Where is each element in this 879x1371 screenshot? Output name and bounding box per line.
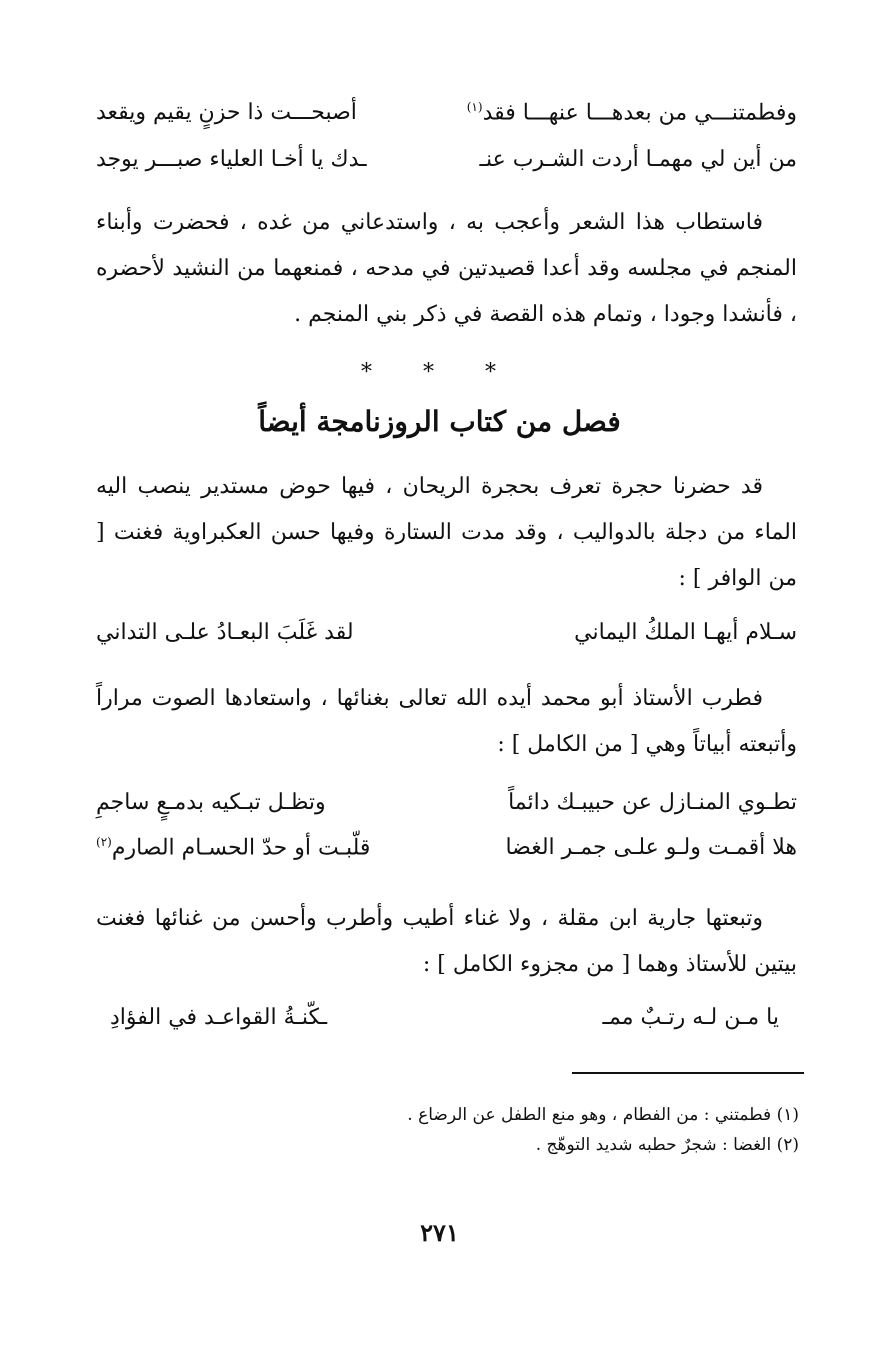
verse-line <box>110 1005 779 1030</box>
page-number: ٢٧١ <box>420 1218 459 1247</box>
verse-first-hemistich: سـلام أيهـا الملكُ اليماني <box>574 620 797 645</box>
verse-first-hemistich: هلا أقمـت ولـو علـى جمـر الغضا <box>505 835 797 861</box>
verse-second-hemistich: لقد غَلَبَ البعـادُ علـى التداني <box>96 620 354 645</box>
paragraph: فاستطاب هذا الشعر وأعجب به ، واستدعاني من غده ، فحضرت وأبناء المنجم في مجلسه وقد أعدا قصيدتين في مدحه ، فمنعهما من النشيد لأحضره ، فأنشدا وجودا ، وتمام هذه القصة في ذكر بني المنجم . <box>96 210 797 327</box>
verse-first-hemistich: وفطمتنـــي من بعدهـــا عنهـــا فقد$^{(١)}$ <box>466 100 797 126</box>
verse-first-hemistich: يا مـن لـه رتـبٌ ممـ <box>602 1005 779 1030</box>
verse-second-hemistich: وتظـل تبـكيه بدمـعٍ ساجمِ <box>96 790 326 815</box>
footnote-marker: (١) <box>466 100 483 114</box>
paragraph: فطرب الأستاذ أبو محمد أيده الله تعالى بغنائها ، واستعادها الصوت مراراً وأتبعته أبياتاً وهي [ من الكامل ] : <box>96 686 797 757</box>
verse-line <box>96 835 797 860</box>
verse-line <box>96 620 797 645</box>
footnotes <box>96 1100 799 1160</box>
footnote-1: (١) فطمتني : من الفطام ، وهو منع الطفل عن الرضاع . <box>407 1105 799 1125</box>
footnote-2: (٢) الغضا : شجرٌ حطبه شديد التوهّج . <box>535 1135 799 1155</box>
footnote-marker: (٢) <box>96 835 112 849</box>
verse-line <box>96 100 797 125</box>
footnote-divider <box>572 1072 804 1074</box>
section-heading: فصل من كتاب الروزنامجة أيضاً <box>258 405 621 438</box>
verse-first-hemistich: من أين لي مهمـا أردت الشـرب عنـ <box>479 147 797 172</box>
verse-line <box>96 790 797 815</box>
verse-second-hemistich: ـكّنـةُ القواعـد في الفؤادِ <box>110 1005 328 1030</box>
paragraph: وتبعتها جارية ابن مقلة ، ولا غناء أطيب وأطرب وأحسن من غنائها فغنت بيتين للأستاذ وهما [ من مجزوء الكامل ] : <box>96 906 797 977</box>
verse-second-hemistich: أصبحـــت ذا حزنٍ يقيم ويقعد <box>96 100 357 126</box>
verse-second-hemistich: قلّبـت أو حدّ الحسـام الصارم$^{(٢)}$ <box>96 835 371 861</box>
verse-second-hemistich: ـدك يا أخـا العلياء صبـــر يوجد <box>96 147 367 172</box>
section-separator: * * * <box>361 360 518 385</box>
verse-first-hemistich: تطـوي المنـازل عن حبيبـك دائماً <box>508 790 797 815</box>
paragraph: قد حضرنا حجرة تعرف بحجرة الريحان ، فيها حوض مستدير ينصب اليه الماء من دجلة بالدواليب ، وقد مدت الستارة وفيها حسن العكبراوية فغنت [ من الوافر ] : <box>96 474 797 591</box>
verse-line <box>96 147 797 172</box>
